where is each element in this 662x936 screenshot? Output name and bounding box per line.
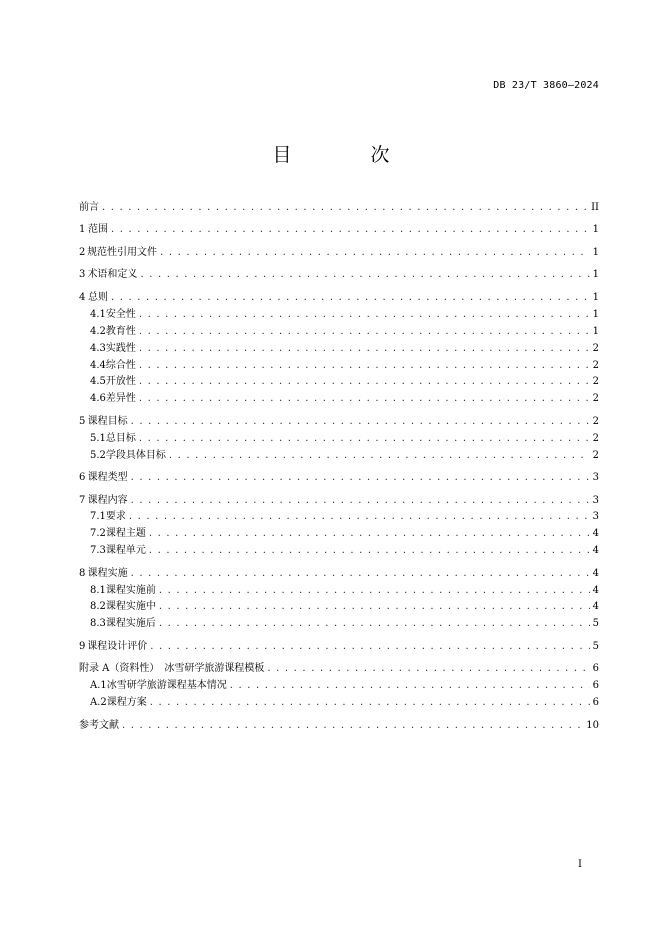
toc-entry-page: 2 xyxy=(592,415,599,427)
toc-entry-number: 8.2 xyxy=(90,601,106,613)
toc-entry-page: 5 xyxy=(592,618,599,630)
toc-entry[interactable] xyxy=(79,290,599,307)
toc-entry-page: 6 xyxy=(592,663,599,675)
toc-entry[interactable] xyxy=(79,543,599,560)
toc-entry[interactable] xyxy=(79,341,599,358)
table-of-contents xyxy=(79,200,599,734)
toc-entry-label: 教育性 xyxy=(105,325,136,337)
toc-entry-page: 4 xyxy=(592,567,599,579)
toc-entry-label: 总则 xyxy=(87,291,108,303)
toc-entry-label: 附录 A（资料性） 冰雪研学旅游课程模板 xyxy=(79,663,265,675)
toc-dot-leader xyxy=(159,616,590,633)
toc-entry[interactable] xyxy=(79,526,599,543)
toc-entry-page: 4 xyxy=(592,528,599,540)
toc-dot-leader xyxy=(230,678,590,695)
toc-entry-page: 1 xyxy=(592,308,599,320)
toc-entry-number: 7.1 xyxy=(90,511,106,523)
toc-entry-page: 1 xyxy=(592,224,599,236)
toc-dot-leader xyxy=(111,290,590,307)
toc-dot-leader xyxy=(160,245,590,262)
toc-entry-label: 实践性 xyxy=(105,342,136,354)
toc-dot-leader xyxy=(149,543,590,560)
toc-entry-number: 4 xyxy=(79,291,86,303)
toc-entry[interactable] xyxy=(79,414,599,431)
toc-entry[interactable] xyxy=(79,470,599,487)
toc-entry-label: 冰雪研学旅游课程基本情况 xyxy=(106,680,227,692)
toc-entry-label: 课程单元 xyxy=(105,545,146,557)
toc-entry-number: 3 xyxy=(79,269,86,281)
toc-entry-page: 6 xyxy=(592,697,599,709)
toc-entry-label: 课程实施中 xyxy=(105,601,156,613)
toc-entry-number: 4.3 xyxy=(90,342,106,354)
toc-entry-page: 6 xyxy=(592,680,599,692)
toc-dot-leader xyxy=(169,448,590,465)
toc-dot-leader xyxy=(140,267,589,284)
toc-dot-leader xyxy=(139,307,590,324)
toc-entry-page: 4 xyxy=(592,601,599,613)
toc-entry-number: 2 xyxy=(79,246,86,258)
toc-entry-number: 5.1 xyxy=(90,432,106,444)
toc-entry-page: 2 xyxy=(592,342,599,354)
toc-entry-number: 1 xyxy=(79,224,86,236)
toc-entry-label: 课程实施前 xyxy=(105,584,156,596)
toc-entry-number: A.1 xyxy=(90,680,107,692)
page-title: 目 次 xyxy=(272,144,420,166)
toc-entry-page: 10 xyxy=(586,719,599,731)
toc-entry[interactable] xyxy=(79,599,599,616)
toc-entry-number: 4.1 xyxy=(90,308,106,320)
toc-entry-page: 3 xyxy=(592,472,599,484)
toc-entry[interactable] xyxy=(79,448,599,465)
toc-entry-label: 课程目标 xyxy=(87,415,128,427)
toc-entry-page: 2 xyxy=(592,359,599,371)
toc-entry-label: 课程实施后 xyxy=(105,618,156,630)
toc-entry[interactable] xyxy=(79,222,599,239)
toc-entry-number: 6 xyxy=(79,472,86,484)
toc-entry-page: 1 xyxy=(592,325,599,337)
toc-dot-leader xyxy=(131,414,590,431)
toc-dot-leader xyxy=(139,324,590,341)
toc-entry-label: 前言 xyxy=(79,202,99,213)
toc-entry[interactable] xyxy=(79,391,599,408)
toc-entry-page: 2 xyxy=(592,432,599,444)
toc-entry-number: 9 xyxy=(79,640,86,652)
toc-entry[interactable] xyxy=(79,374,599,391)
toc-dot-leader xyxy=(131,566,590,583)
toc-dot-leader xyxy=(150,639,589,656)
toc-entry[interactable] xyxy=(79,324,599,341)
toc-dot-leader xyxy=(159,583,590,600)
toc-entry-label: 课程实施 xyxy=(87,567,128,579)
toc-entry-number: 8 xyxy=(79,567,86,579)
toc-entry-label: 术语和定义 xyxy=(87,269,138,281)
toc-dot-leader xyxy=(139,391,590,408)
toc-dot-leader xyxy=(131,493,590,510)
toc-entry-label: 开放性 xyxy=(105,376,136,388)
toc-entry-page: II xyxy=(591,202,599,213)
toc-entry-number: 8.1 xyxy=(90,584,106,596)
toc-entry[interactable] xyxy=(79,616,599,633)
toc-entry-number: 4.6 xyxy=(90,393,106,405)
toc-entry-label: 课程类型 xyxy=(87,472,128,484)
toc-entry-label: 要求 xyxy=(105,511,126,523)
toc-entry-number: 4.4 xyxy=(90,359,106,371)
toc-dot-leader xyxy=(150,695,590,712)
toc-entry[interactable] xyxy=(79,307,599,324)
toc-entry[interactable] xyxy=(79,566,599,583)
toc-entry-page: 2 xyxy=(592,376,599,388)
toc-entry[interactable] xyxy=(79,245,599,262)
toc-dot-leader xyxy=(139,431,590,448)
doc-code: DB 23/T 3860—2024 xyxy=(493,80,599,91)
toc-entry-number: 5.2 xyxy=(90,449,106,461)
toc-entry-label: 综合性 xyxy=(105,359,136,371)
toc-entry-number: A.2 xyxy=(90,697,107,709)
toc-entry[interactable] xyxy=(79,493,599,510)
toc-dot-leader xyxy=(139,374,590,391)
toc-entry-number: 4.2 xyxy=(90,325,106,337)
toc-dot-leader xyxy=(159,599,590,616)
toc-dot-leader xyxy=(129,509,590,526)
toc-entry-label: 差异性 xyxy=(105,393,136,405)
toc-entry[interactable] xyxy=(79,678,599,695)
toc-entry[interactable] xyxy=(79,358,599,375)
toc-entry-page: 3 xyxy=(592,511,599,523)
toc-entry-page: 2 xyxy=(592,449,599,461)
toc-entry[interactable] xyxy=(79,267,599,284)
toc-entry-page: 4 xyxy=(592,545,599,557)
toc-entry-number: 7.3 xyxy=(90,545,106,557)
toc-dot-leader xyxy=(149,526,590,543)
toc-entry-label: 课程主题 xyxy=(105,528,146,540)
toc-entry-label: 学段具体目标 xyxy=(105,449,166,461)
toc-entry-number: 4.5 xyxy=(90,376,106,388)
toc-dot-leader xyxy=(102,200,588,217)
toc-dot-leader xyxy=(122,718,583,735)
toc-entry[interactable] xyxy=(79,695,599,712)
toc-entry-number: 8.3 xyxy=(90,618,106,630)
toc-dot-leader xyxy=(111,222,590,239)
toc-dot-leader xyxy=(267,661,589,678)
toc-entry[interactable] xyxy=(79,200,599,217)
toc-entry[interactable] xyxy=(79,639,599,656)
toc-entry[interactable] xyxy=(79,431,599,448)
toc-entry-label: 课程设计评价 xyxy=(87,640,148,652)
toc-entry-page: 3 xyxy=(592,494,599,506)
toc-entry-page: 4 xyxy=(592,584,599,596)
toc-dot-leader xyxy=(131,470,590,487)
toc-entry-page: 5 xyxy=(592,640,599,652)
toc-entry-label: 范围 xyxy=(87,224,108,236)
toc-entry-label: 课程内容 xyxy=(87,494,128,506)
toc-dot-leader xyxy=(139,358,590,375)
toc-entry-page: 2 xyxy=(592,393,599,405)
toc-entry-number: 7 xyxy=(79,494,86,506)
toc-entry-label: 总目标 xyxy=(105,432,136,444)
toc-entry-label: 规范性引用文件 xyxy=(87,246,158,258)
toc-entry-label: 参考文献 xyxy=(79,719,119,731)
toc-entry-page: 1 xyxy=(592,269,599,281)
page-number: I xyxy=(578,859,582,870)
toc-entry[interactable] xyxy=(79,583,599,600)
toc-entry[interactable] xyxy=(79,509,599,526)
toc-entry-label: 安全性 xyxy=(105,308,136,320)
toc-entry[interactable] xyxy=(79,661,599,678)
toc-entry-number: 5 xyxy=(79,415,86,427)
toc-entry-page: 1 xyxy=(592,291,599,303)
toc-entry[interactable] xyxy=(79,718,599,735)
toc-dot-leader xyxy=(139,341,590,358)
toc-entry-number: 7.2 xyxy=(90,528,106,540)
toc-entry-page: 1 xyxy=(592,246,599,258)
toc-entry-label: 课程方案 xyxy=(106,697,147,709)
